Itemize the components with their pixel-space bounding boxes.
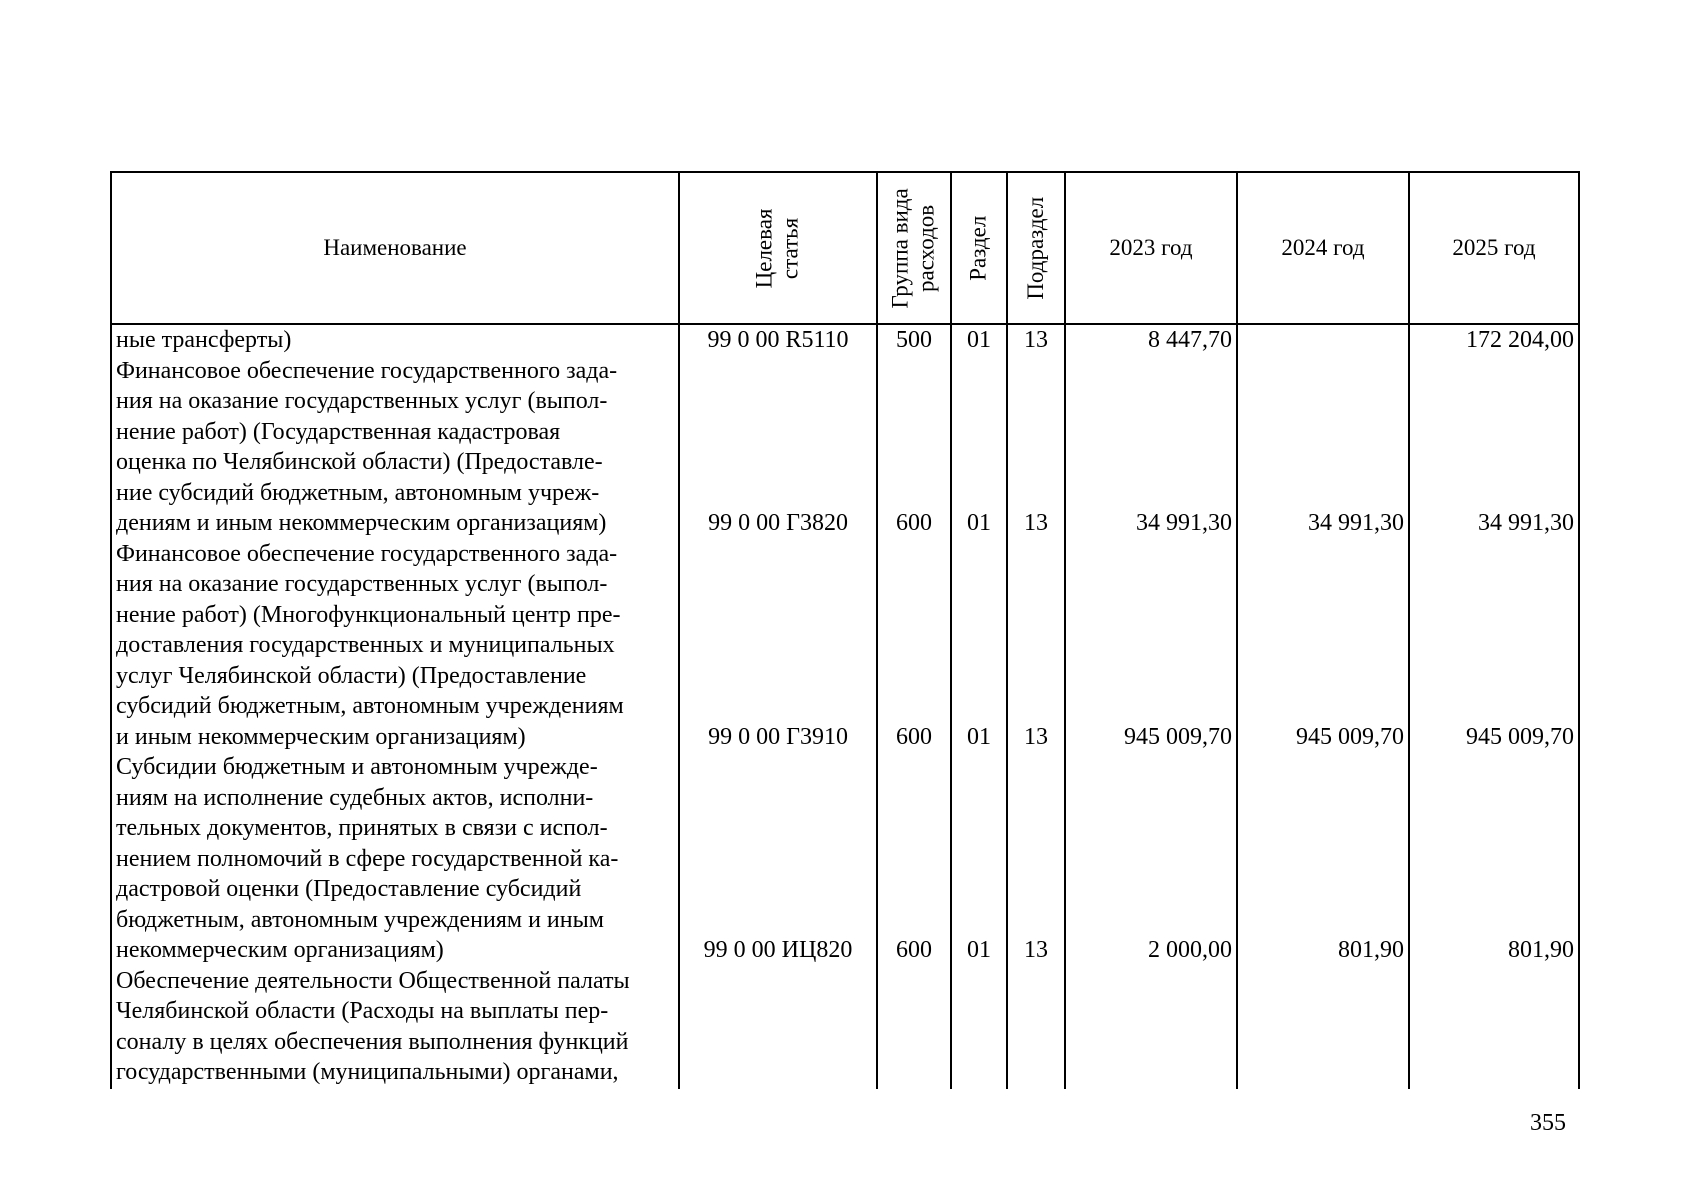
amount-2025: 801,90 [1508,937,1574,963]
name-line: бюджетным, автономным учреждениям и иным [116,906,604,933]
target-code: 99 0 00 ИЦ820 [703,937,853,963]
section-code: 01 [967,327,991,353]
subsection-code: 13 [1024,327,1048,353]
header-section-cell [952,173,1006,323]
expense-group: 500 [896,327,932,353]
name-line: Финансовое обеспечение государственного зада- [116,357,618,384]
amount-2023: 2 000,00 [1148,937,1232,963]
budget-table [110,171,1580,1089]
amount-2024: 801,90 [1338,937,1404,963]
name-line: ные трансферты) [116,327,292,353]
amount-2023: 8 447,70 [1148,327,1232,353]
target-code: 99 0 00 R5110 [707,327,849,353]
amount-2023: 34 991,30 [1136,510,1232,536]
name-line: дастровой оценки (Предоставление субсидий [116,876,582,902]
name-line: ния на оказание государственных услуг (выпол- [116,388,608,414]
name-line: ниям на исполнение судебных актов, исполни- [116,784,594,811]
header-2024: 2024 год [1281,234,1365,260]
subsection-code: 13 [1024,937,1048,963]
amount-2025: 945 009,70 [1466,724,1574,750]
amount-2024: 945 009,70 [1296,724,1404,750]
amount-2025: 34 991,30 [1478,510,1574,536]
name-line: некоммерческим организациям) [116,937,444,963]
name-line: ния на оказание государственных услуг (выпол- [116,571,608,597]
name-line: соналу в целях обеспечения выполнения функций [116,1028,629,1055]
name-line: доставления государственных и муниципальных [116,632,615,658]
subsection-code: 13 [1024,724,1048,750]
header-subsection: Подраздел [1022,196,1048,300]
name-line: государственными (муниципальными) органами, [116,1059,619,1085]
header-2025-cell [1410,173,1578,323]
name-line: нение работ) (Многофункциональный центр пре- [116,601,621,628]
expense-group: 600 [896,937,932,963]
row-name [116,325,674,356]
row-name [116,752,674,966]
section-code: 01 [967,724,991,750]
header-group-cell [878,173,950,323]
name-line: оценка по Челябинской области) (Предоставле- [116,449,603,475]
header-name: Наименование [323,234,467,260]
name-line: дениям и иным некоммерческим организациям) [116,510,607,536]
name-line: нением полномочий в сфере государственной ка- [116,845,619,872]
header-subsection-cell [1008,173,1064,323]
header-2023: 2023 год [1109,234,1193,260]
target-code: 99 0 00 Г3910 [708,724,848,750]
row-name [116,356,674,539]
table-header [112,173,1578,325]
amount-2025: 172 204,00 [1466,327,1574,353]
row-name [116,539,674,753]
name-line: тельных документов, принятых в связи с испол- [116,815,608,841]
expense-group: 600 [896,510,932,536]
amount-2024: 34 991,30 [1308,510,1404,536]
name-line: и иным некоммерческим организациям) [116,723,526,750]
name-line: субсидий бюджетным, автономным учреждениям [116,693,624,719]
header-2025: 2025 год [1452,234,1536,260]
amount-2023: 945 009,70 [1124,724,1232,750]
name-line: ние субсидий бюджетным, автономным учреж- [116,479,600,506]
name-line: услуг Челябинской области) (Предоставление [116,662,587,689]
target-code: 99 0 00 Г3820 [708,510,848,536]
name-line: Субсидии бюджетным и автономным учрежде- [116,754,598,780]
header-group: Группа вида расходов [887,187,940,309]
subsection-code: 13 [1024,510,1048,536]
section-code: 01 [967,937,991,963]
page-number: 355 [1530,1110,1566,1136]
header-section: Раздел [965,215,991,281]
header-name-cell [112,173,678,323]
expense-group: 600 [896,724,932,750]
header-2024-cell [1238,173,1408,323]
name-line: Финансовое обеспечение государственного зада- [116,540,618,567]
header-2023-cell [1066,173,1236,323]
name-line: Обеспечение деятельности Общественной палаты [116,967,630,994]
row-name [116,966,674,1088]
header-target-cell [680,173,876,323]
section-code: 01 [967,510,991,536]
name-line: Челябинской области (Расходы на выплаты пер- [116,998,609,1024]
header-target: Целевая статья [751,208,803,288]
name-line: нение работ) (Государственная кадастровая [116,418,561,445]
